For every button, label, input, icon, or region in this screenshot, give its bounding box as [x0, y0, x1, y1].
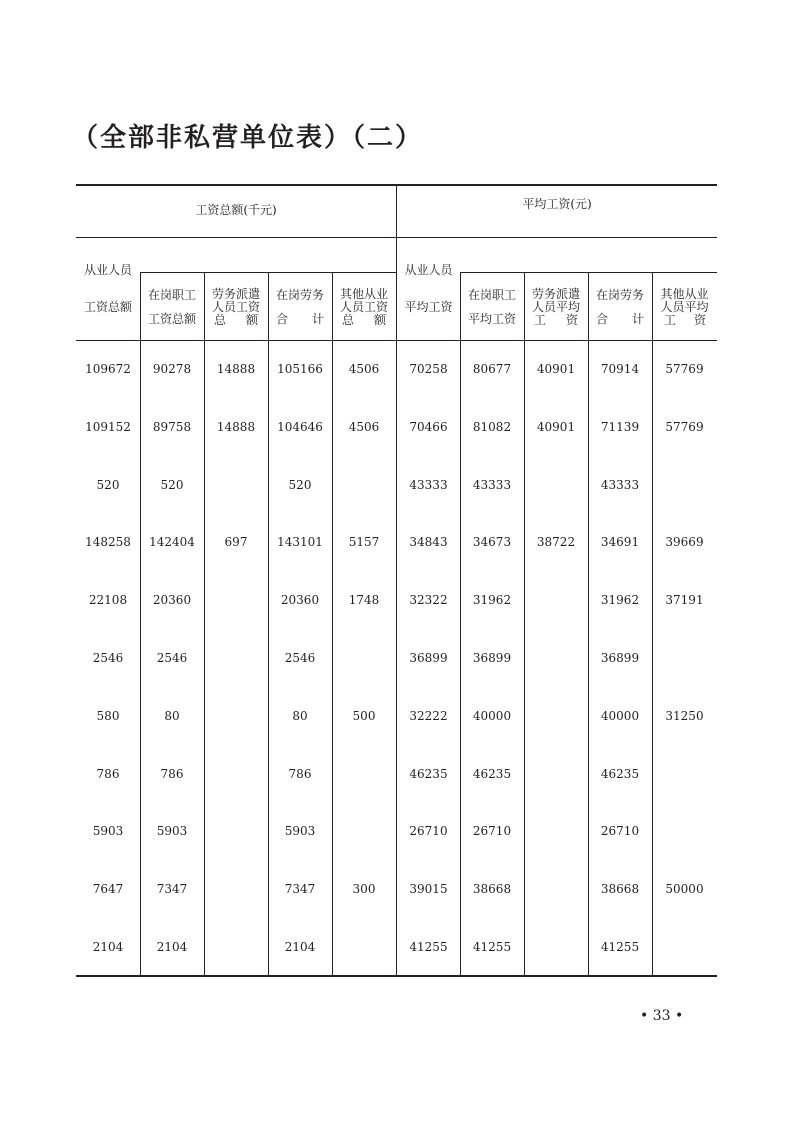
table-cell: 41255 [600, 940, 640, 954]
table-cell: 46235 [600, 767, 640, 781]
col-header-onpost-dispatch-avg-l2: 合 计 [596, 312, 644, 326]
table-cell: 105166 [277, 362, 323, 376]
table-cell: 36899 [472, 651, 512, 665]
col-header-staff-wage-total-l2: 工资总额 [83, 300, 132, 314]
table-cell: 40000 [472, 709, 512, 723]
table-cell: 520 [96, 478, 120, 492]
table-cell: 32222 [409, 709, 448, 723]
table-cell: 81082 [472, 420, 512, 434]
table-cell: 80 [164, 709, 180, 723]
table-cell: 34843 [409, 535, 448, 549]
table-cell: 7347 [284, 882, 316, 896]
col-header-onpost-dispatch-avg-l1: 在岗劳务 [595, 288, 644, 302]
col-header-dispatch-avg-wage-l3: 工 资 [534, 313, 578, 327]
table-cell: 300 [352, 882, 376, 896]
table-cell: 142404 [149, 535, 195, 549]
table-cell: 46235 [472, 767, 512, 781]
table-cell: 2546 [156, 651, 188, 665]
table-cell: 520 [288, 478, 312, 492]
table-cell: 5157 [348, 535, 380, 549]
table-cell: 20360 [152, 593, 192, 607]
table-cell: 786 [288, 767, 312, 781]
table-cell: 40901 [536, 420, 576, 434]
table-cell: 22108 [88, 593, 128, 607]
table-cell: 41255 [472, 940, 512, 954]
table-cell: 31962 [472, 593, 512, 607]
table-cell: 143101 [277, 535, 323, 549]
col-header-staff-wage-total-l1: 从业人员 [83, 263, 132, 277]
column-line [652, 272, 653, 976]
table-cell: 71139 [600, 420, 640, 434]
col-header-onpost-dispatch-total-l2: 合 计 [276, 312, 324, 326]
table-cell: 5903 [284, 824, 316, 838]
table-cell: 5903 [156, 824, 188, 838]
group-header-wage-total: 工资总额(千元) [195, 203, 277, 217]
table-cell: 43333 [600, 478, 640, 492]
table-cell: 2104 [156, 940, 188, 954]
table-cell: 43333 [409, 478, 448, 492]
table-cell: 70258 [409, 362, 448, 376]
table-cell: 70914 [600, 362, 640, 376]
table-cell: 104646 [277, 420, 323, 434]
table-cell: 7347 [156, 882, 188, 896]
table-cell: 2104 [92, 940, 124, 954]
table-cell: 14888 [216, 420, 256, 434]
col-header-dispatch-wage-total-l3: 总 额 [214, 313, 258, 327]
table-cell: 39015 [409, 882, 448, 896]
col-header-other-wage-total-l1: 其他从业 [339, 287, 388, 301]
table-cell: 40000 [600, 709, 640, 723]
table-cell: 520 [160, 478, 184, 492]
table-cell: 500 [352, 709, 376, 723]
col-header-other-wage-total-l3: 总 额 [342, 313, 386, 327]
table-cell: 5903 [92, 824, 124, 838]
page-number: • 33 • [640, 1008, 684, 1024]
table-cell: 38668 [600, 882, 640, 896]
table-cell: 2546 [92, 651, 124, 665]
table-cell: 786 [96, 767, 120, 781]
col-header-onpost-wage-total-l2: 工资总额 [147, 312, 196, 326]
table-cell: 26710 [409, 824, 448, 838]
table-cell: 90278 [152, 362, 192, 376]
table-cell: 57769 [665, 420, 704, 434]
table-cell: 37191 [665, 593, 704, 607]
col-header-dispatch-avg-wage-l1: 劳务派遣 [531, 287, 580, 301]
page-title: （全部非私营单位表）（二） [72, 123, 424, 153]
table-cell: 50000 [665, 882, 704, 896]
table-cell: 14888 [216, 362, 256, 376]
col-header-dispatch-wage-total-l2: 人员工资 [211, 300, 260, 314]
table-cell: 2546 [284, 651, 316, 665]
table-cell: 46235 [409, 767, 448, 781]
column-line [204, 272, 205, 976]
table-cell: 4506 [348, 362, 380, 376]
table-cell: 580 [96, 709, 120, 723]
table-cell: 31962 [600, 593, 640, 607]
table-cell: 80677 [472, 362, 512, 376]
table-cell: 148258 [85, 535, 131, 549]
column-line [332, 272, 333, 976]
col-header-dispatch-avg-wage-l2: 人员平均 [531, 300, 580, 314]
table-cell: 26710 [600, 824, 640, 838]
table-cell: 40901 [536, 362, 576, 376]
table-cell: 32322 [409, 593, 448, 607]
table-cell: 57769 [665, 362, 704, 376]
column-line [140, 272, 141, 976]
table-cell: 34673 [472, 535, 512, 549]
table-cell: 38668 [472, 882, 512, 896]
table-cell: 26710 [472, 824, 512, 838]
col-header-other-avg-wage-l2: 人员平均 [660, 300, 709, 314]
table-cell: 786 [160, 767, 184, 781]
col-header-onpost-avg-wage-l1: 在岗职工 [467, 288, 516, 302]
column-line [268, 272, 269, 976]
col-header-other-wage-total-l2: 人员工资 [339, 300, 388, 314]
table-cell: 697 [224, 535, 248, 549]
table-cell: 38722 [536, 535, 576, 549]
table-cell: 20360 [280, 593, 320, 607]
col-header-onpost-avg-wage-l2: 平均工资 [467, 312, 516, 326]
column-line [460, 272, 461, 976]
table-cell: 2104 [284, 940, 316, 954]
table-cell: 7647 [92, 882, 124, 896]
col-header-onpost-dispatch-total-l1: 在岗劳务 [275, 288, 324, 302]
col-header-staff-avg-wage-l2: 平均工资 [404, 300, 453, 314]
column-line [524, 272, 525, 976]
table-cell: 43333 [472, 478, 512, 492]
table-cell: 70466 [409, 420, 448, 434]
table-cell: 31250 [665, 709, 704, 723]
table-cell: 39669 [665, 535, 704, 549]
col-header-dispatch-wage-total-l1: 劳务派遣 [211, 287, 260, 301]
table-cell: 89758 [152, 420, 192, 434]
table-cell: 41255 [409, 940, 448, 954]
table-cell: 109152 [85, 420, 131, 434]
table-cell: 4506 [348, 420, 380, 434]
table-cell: 80 [292, 709, 308, 723]
col-header-staff-avg-wage-l1: 从业人员 [404, 263, 453, 277]
table-cell: 36899 [409, 651, 448, 665]
col-header-onpost-wage-total-l1: 在岗职工 [147, 288, 196, 302]
col-header-other-avg-wage-l3: 工 资 [664, 313, 706, 327]
column-line [588, 272, 589, 976]
table-cell: 34691 [600, 535, 640, 549]
table-cell: 1748 [348, 593, 380, 607]
group-header-avg-wage: 平均工资(元) [522, 197, 592, 211]
table-cell: 36899 [600, 651, 640, 665]
col-header-other-avg-wage-l1: 其他从业 [660, 287, 709, 301]
table-cell: 109672 [85, 362, 131, 376]
